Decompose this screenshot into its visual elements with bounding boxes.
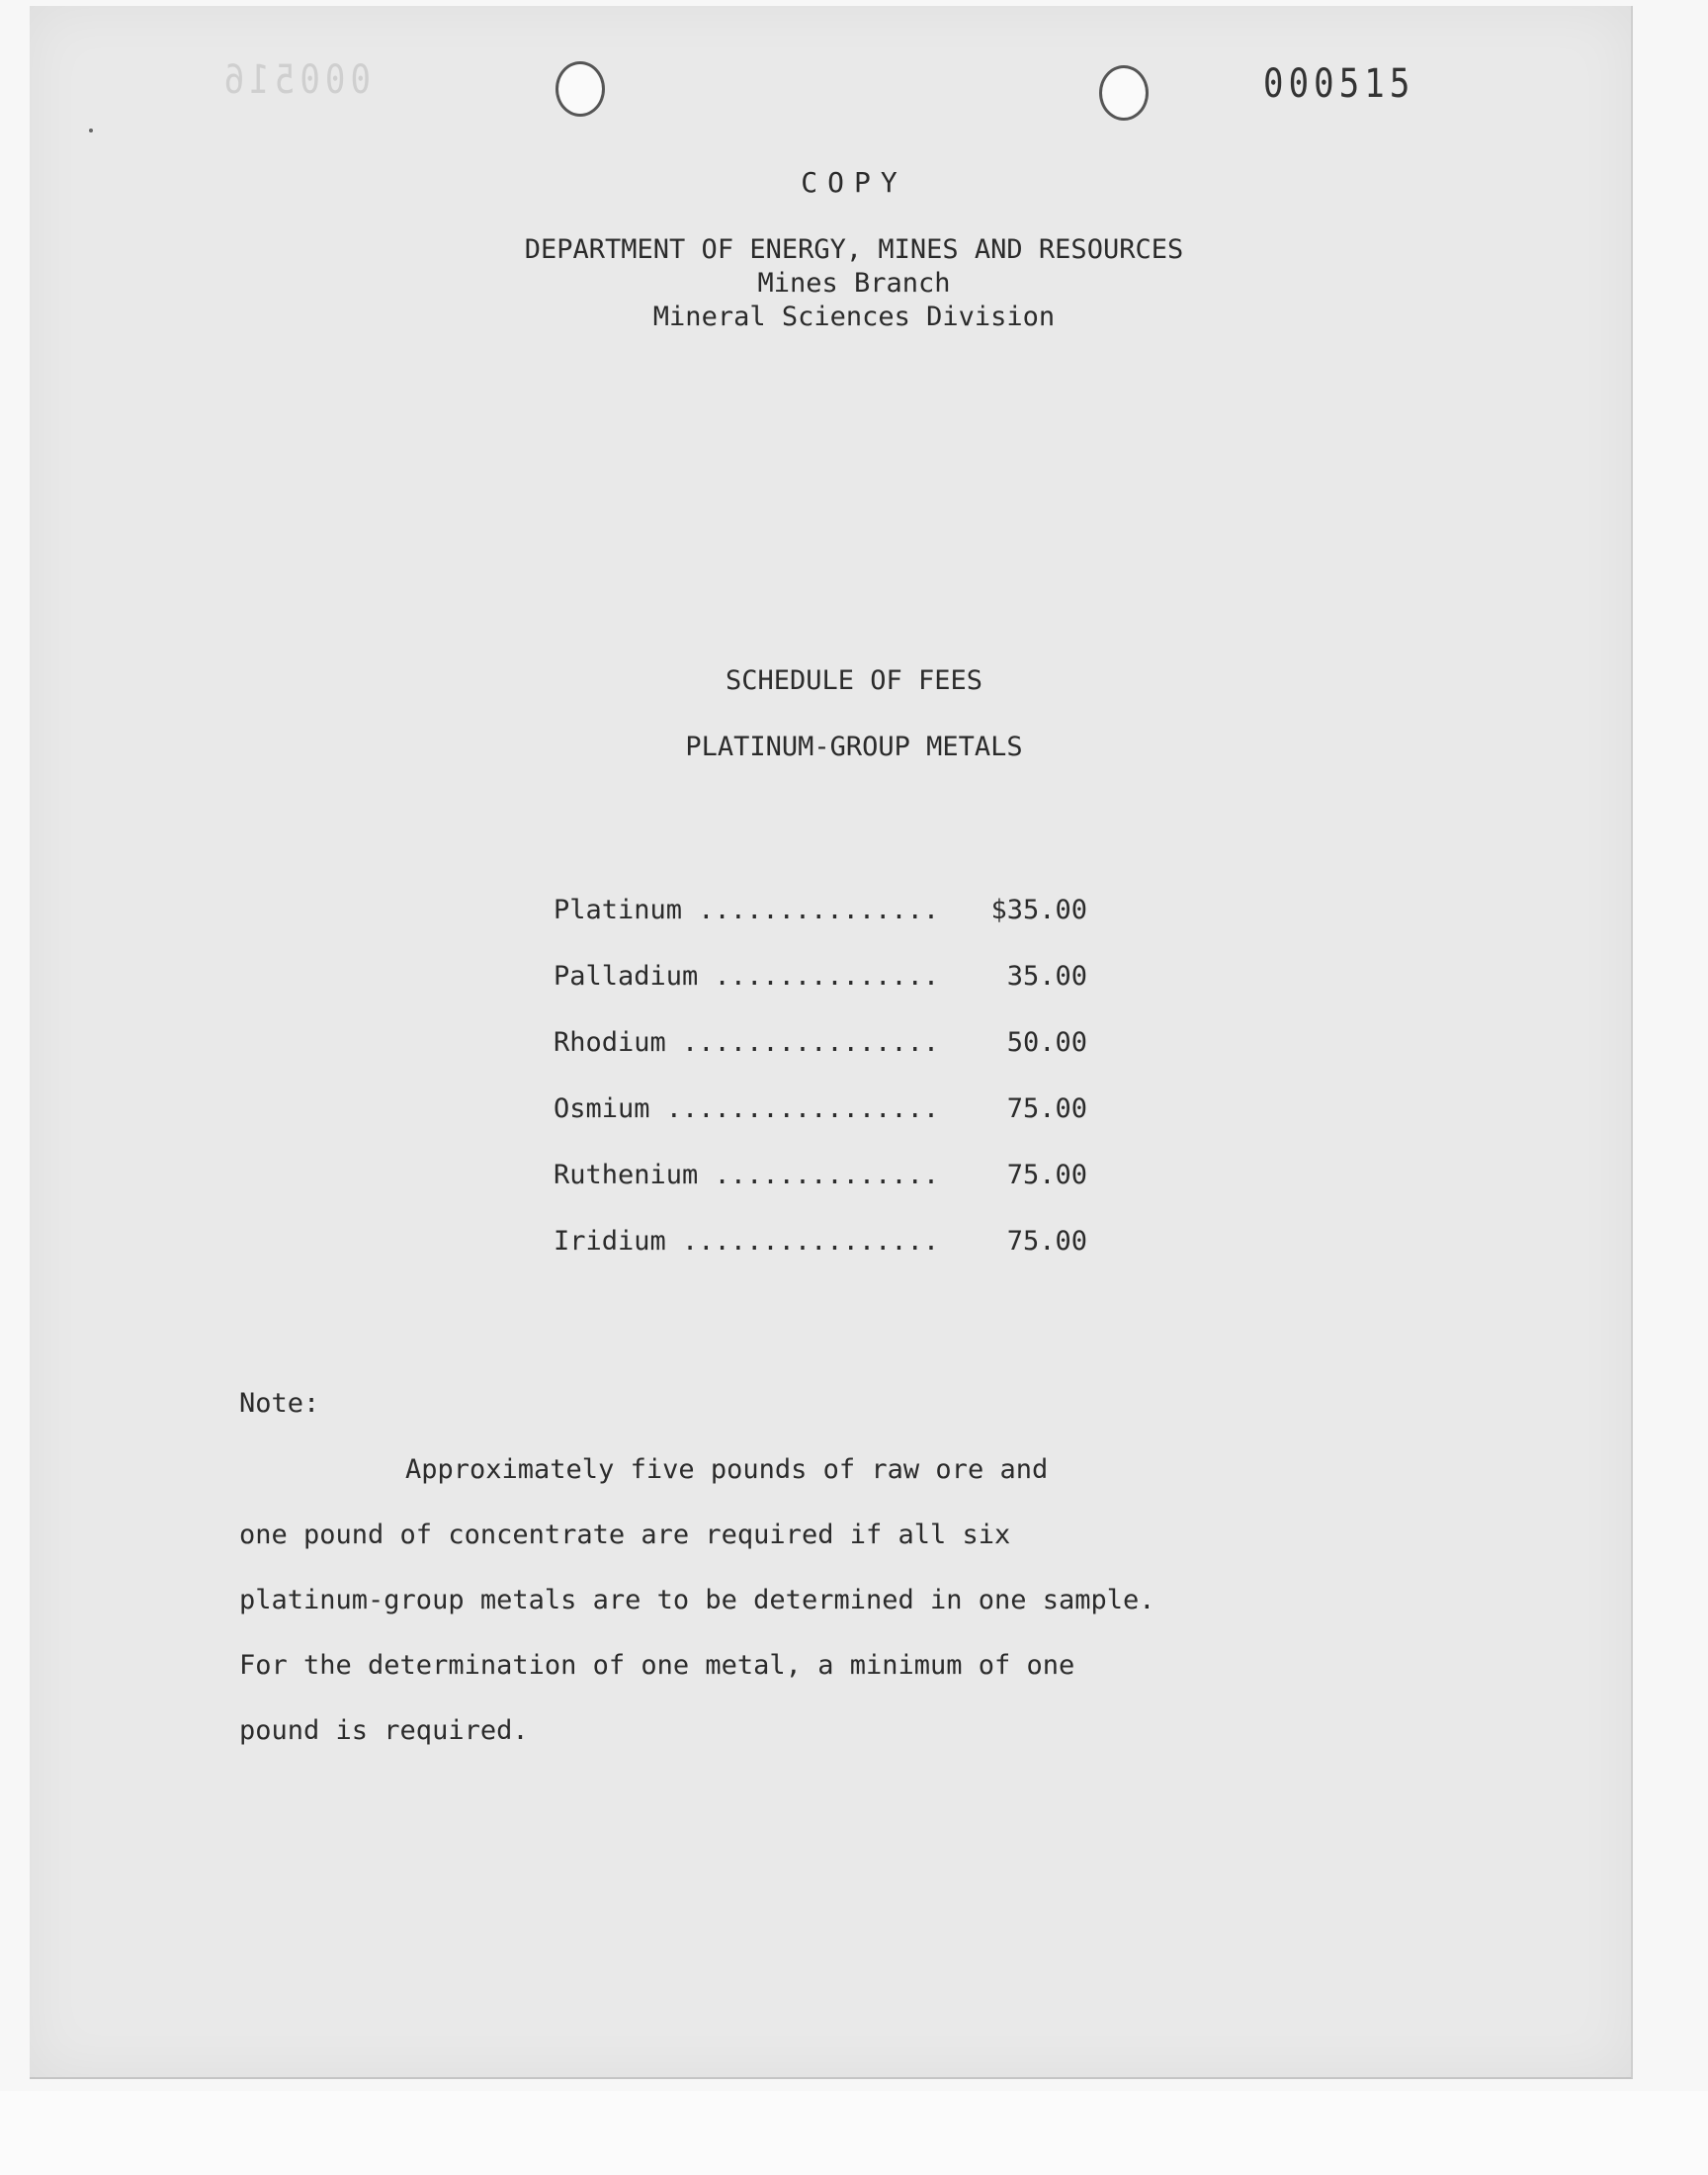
schedule-subtitle: PLATINUM-GROUP METALS <box>685 732 1023 762</box>
fee-metal-name: Platinum ............... <box>554 895 940 925</box>
note-line: one pound of concentrate are required if all six <box>239 1520 1011 1550</box>
serial-number: 000515 <box>1263 61 1415 107</box>
fee-row <box>554 895 1087 961</box>
note-line: Approximately five pounds of raw ore and <box>405 1454 1049 1485</box>
fee-amount: 75.00 <box>1006 1093 1087 1124</box>
copy-mark: COPY <box>801 166 907 199</box>
punch-hole <box>555 61 605 117</box>
fee-metal-name: Iridium ................ <box>554 1226 940 1257</box>
page-margin <box>0 2091 1708 2175</box>
branch-heading: Mines Branch <box>757 268 951 299</box>
fee-row <box>554 1226 1087 1292</box>
department-heading: DEPARTMENT OF ENERGY, MINES AND RESOURCES <box>524 234 1184 265</box>
note-line: platinum-group metals are to be determined in one sample. <box>239 1585 1155 1615</box>
fee-schedule <box>554 895 1087 1292</box>
fee-metal-name: Osmium ................. <box>554 1093 940 1124</box>
fee-row <box>554 1027 1087 1093</box>
note-line: For the determination of one metal, a minimum of one <box>239 1650 1075 1681</box>
serial-number-bleedthrough: 000516 <box>218 57 371 103</box>
note-label: Note: <box>239 1388 320 1419</box>
fee-row <box>554 961 1087 1027</box>
fee-amount: 75.00 <box>1006 1226 1087 1257</box>
fee-amount: 75.00 <box>1006 1160 1087 1190</box>
fee-row <box>554 1093 1087 1160</box>
punch-hole <box>1099 65 1149 121</box>
fee-amount: $35.00 <box>990 895 1087 925</box>
fee-amount: 35.00 <box>1006 961 1087 992</box>
note-line: pound is required. <box>239 1715 529 1746</box>
fee-metal-name: Ruthenium .............. <box>554 1160 940 1190</box>
fee-amount: 50.00 <box>1006 1027 1087 1058</box>
paper-speck <box>89 129 93 132</box>
schedule-title: SCHEDULE OF FEES <box>725 665 983 696</box>
fee-metal-name: Rhodium ................ <box>554 1027 940 1058</box>
division-heading: Mineral Sciences Division <box>652 302 1056 332</box>
fee-metal-name: Palladium .............. <box>554 961 940 992</box>
fee-row <box>554 1160 1087 1226</box>
